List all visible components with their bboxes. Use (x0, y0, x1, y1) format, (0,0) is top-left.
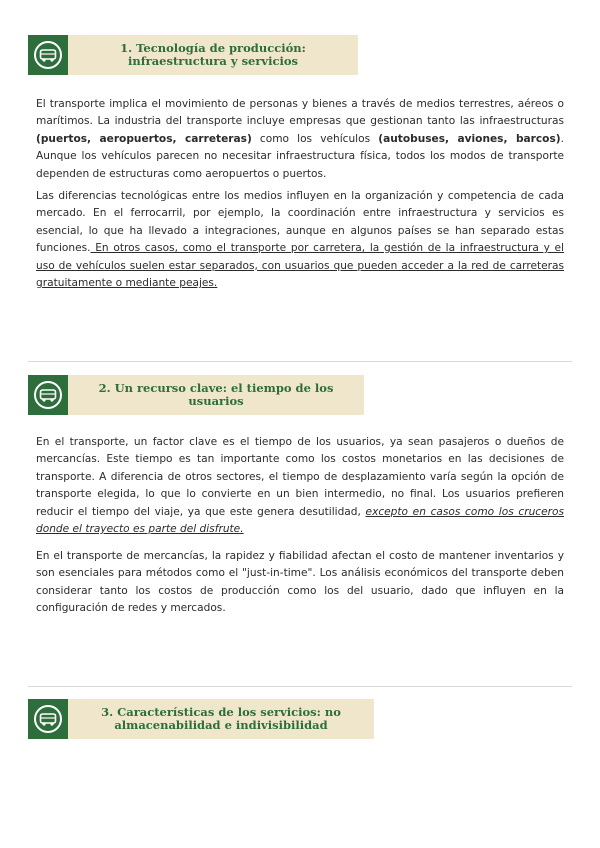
section-2-paragraph-1: En el transporte, un factor clave es el tiempo de los usuarios, ya sean pasajeros o dueños de mercancías. Este tiempo es tan importante como los costos monetarios en las decisiones de transporte. A diferencia de otros sectores, el tiempo de desplazamiento varía según la opción de transporte elegida, lo que lo convierte en un bien intermedio, no final. Los usuarios prefieren reducir el tiempo del viaje, ya que este genera desutilidad, excepto en casos como los cruceros donde el trayecto es parte del disfrute. (36, 436, 564, 536)
section-divider (28, 686, 572, 687)
bus-icon (28, 699, 68, 739)
section-title: 2. Un recurso clave: el tiempo de los usuarios (98, 381, 334, 408)
section-2-title-box (68, 375, 364, 415)
section-2-header (28, 375, 364, 415)
section-1-title-box (68, 35, 358, 75)
section-1-header (28, 35, 358, 75)
section-1-paragraph-1: El transporte implica el movimiento de personas y bienes a través de medios terrestres, aéreos o marítimos. La industria del transporte incluye empresas que gestionan tanto las infraestructuras (puertos, aeropuertos, carreteras) como los vehículos (autobuses, aviones, barcos). Aunque los vehículos parecen no necesitar infraestructura física, todos los modos de transporte dependen de estructuras como aeropuertos o puertos. (36, 98, 564, 180)
section-title: 1. Tecnología de producción: infraestructura y servicios (120, 41, 306, 68)
section-3-title-box (68, 699, 374, 739)
section-divider (28, 361, 572, 362)
section-2-paragraph-2: En el transporte de mercancías, la rapidez y fiabilidad afectan el costo de mantener inventarios y son esenciales para métodos como el "just-in-time". Los análisis económicos del transporte deben considerar tanto los costos de producción como los del usuario, dado que influyen en la configuración de redes y mercados. (36, 550, 564, 615)
section-title: 3. Características de los servicios: no almacenabilidad e indivisibilidad (101, 705, 341, 732)
bus-icon (28, 375, 68, 415)
section-1-paragraph-2: Las diferencias tecnológicas entre los medios influyen en la organización y competencia de cada mercado. En el ferrocarril, por ejemplo, la coordinación entre infraestructura y servicios es esencial, lo que ha llevado a integraciones, aunque en algunos países se han separado estas funciones. En otros casos, como el transporte por carretera, la gestión de la infraestructura y el uso de vehículos suelen estar separados, con usuarios que pueden acceder a la red de carreteras gratuitamente o mediante peajes. (36, 190, 564, 290)
bus-icon (28, 35, 68, 75)
section-3-header (28, 699, 374, 739)
